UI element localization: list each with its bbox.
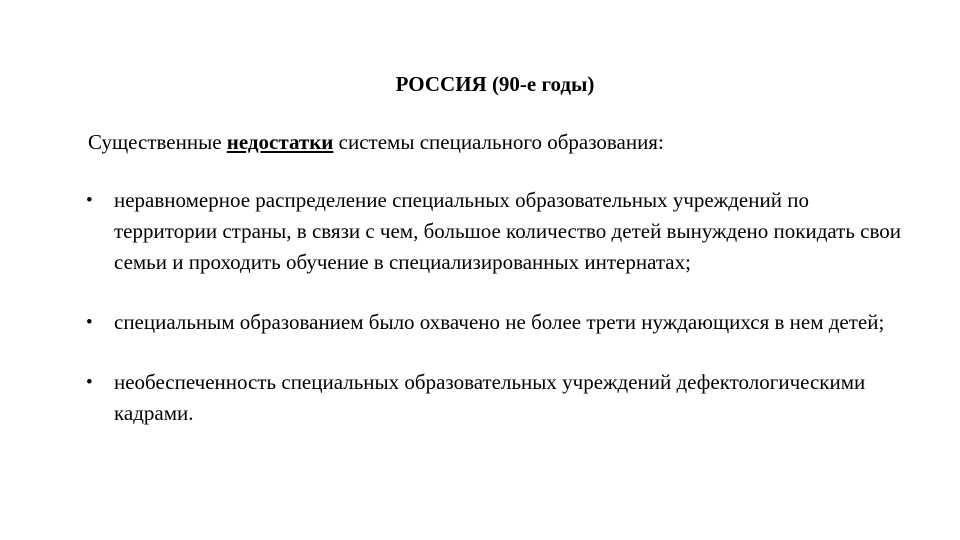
- bullet-text: необеспеченность специальных образовательных учреждений дефектологическими кадрами.: [114, 370, 866, 425]
- slide-title: РОССИЯ (90-е годы): [395, 72, 595, 96]
- bullet-icon: •: [86, 312, 93, 333]
- bullet-text: неравномерное распределение специальных образовательных учреждений по территории страны, в связи с чем, большое количество детей вынуждено покидать свои семьи и проходить обучение в специализированных интернатах;: [114, 188, 902, 274]
- intro-text-after: системы специального образования:: [333, 130, 664, 154]
- intro-emphasis: недостатки: [226, 130, 334, 154]
- bullet-item: [86, 307, 904, 338]
- bullet-list: [0, 185, 960, 458]
- intro-paragraph: [88, 128, 908, 156]
- intro-text-before: Существенные: [88, 130, 227, 154]
- bullet-icon: •: [86, 372, 93, 393]
- bullet-item: [86, 185, 904, 278]
- bullet-item: [86, 367, 904, 429]
- bullet-text: специальным образованием было охвачено не более трети нуждающихся в нем детей;: [114, 310, 885, 334]
- bullet-icon: •: [86, 190, 93, 211]
